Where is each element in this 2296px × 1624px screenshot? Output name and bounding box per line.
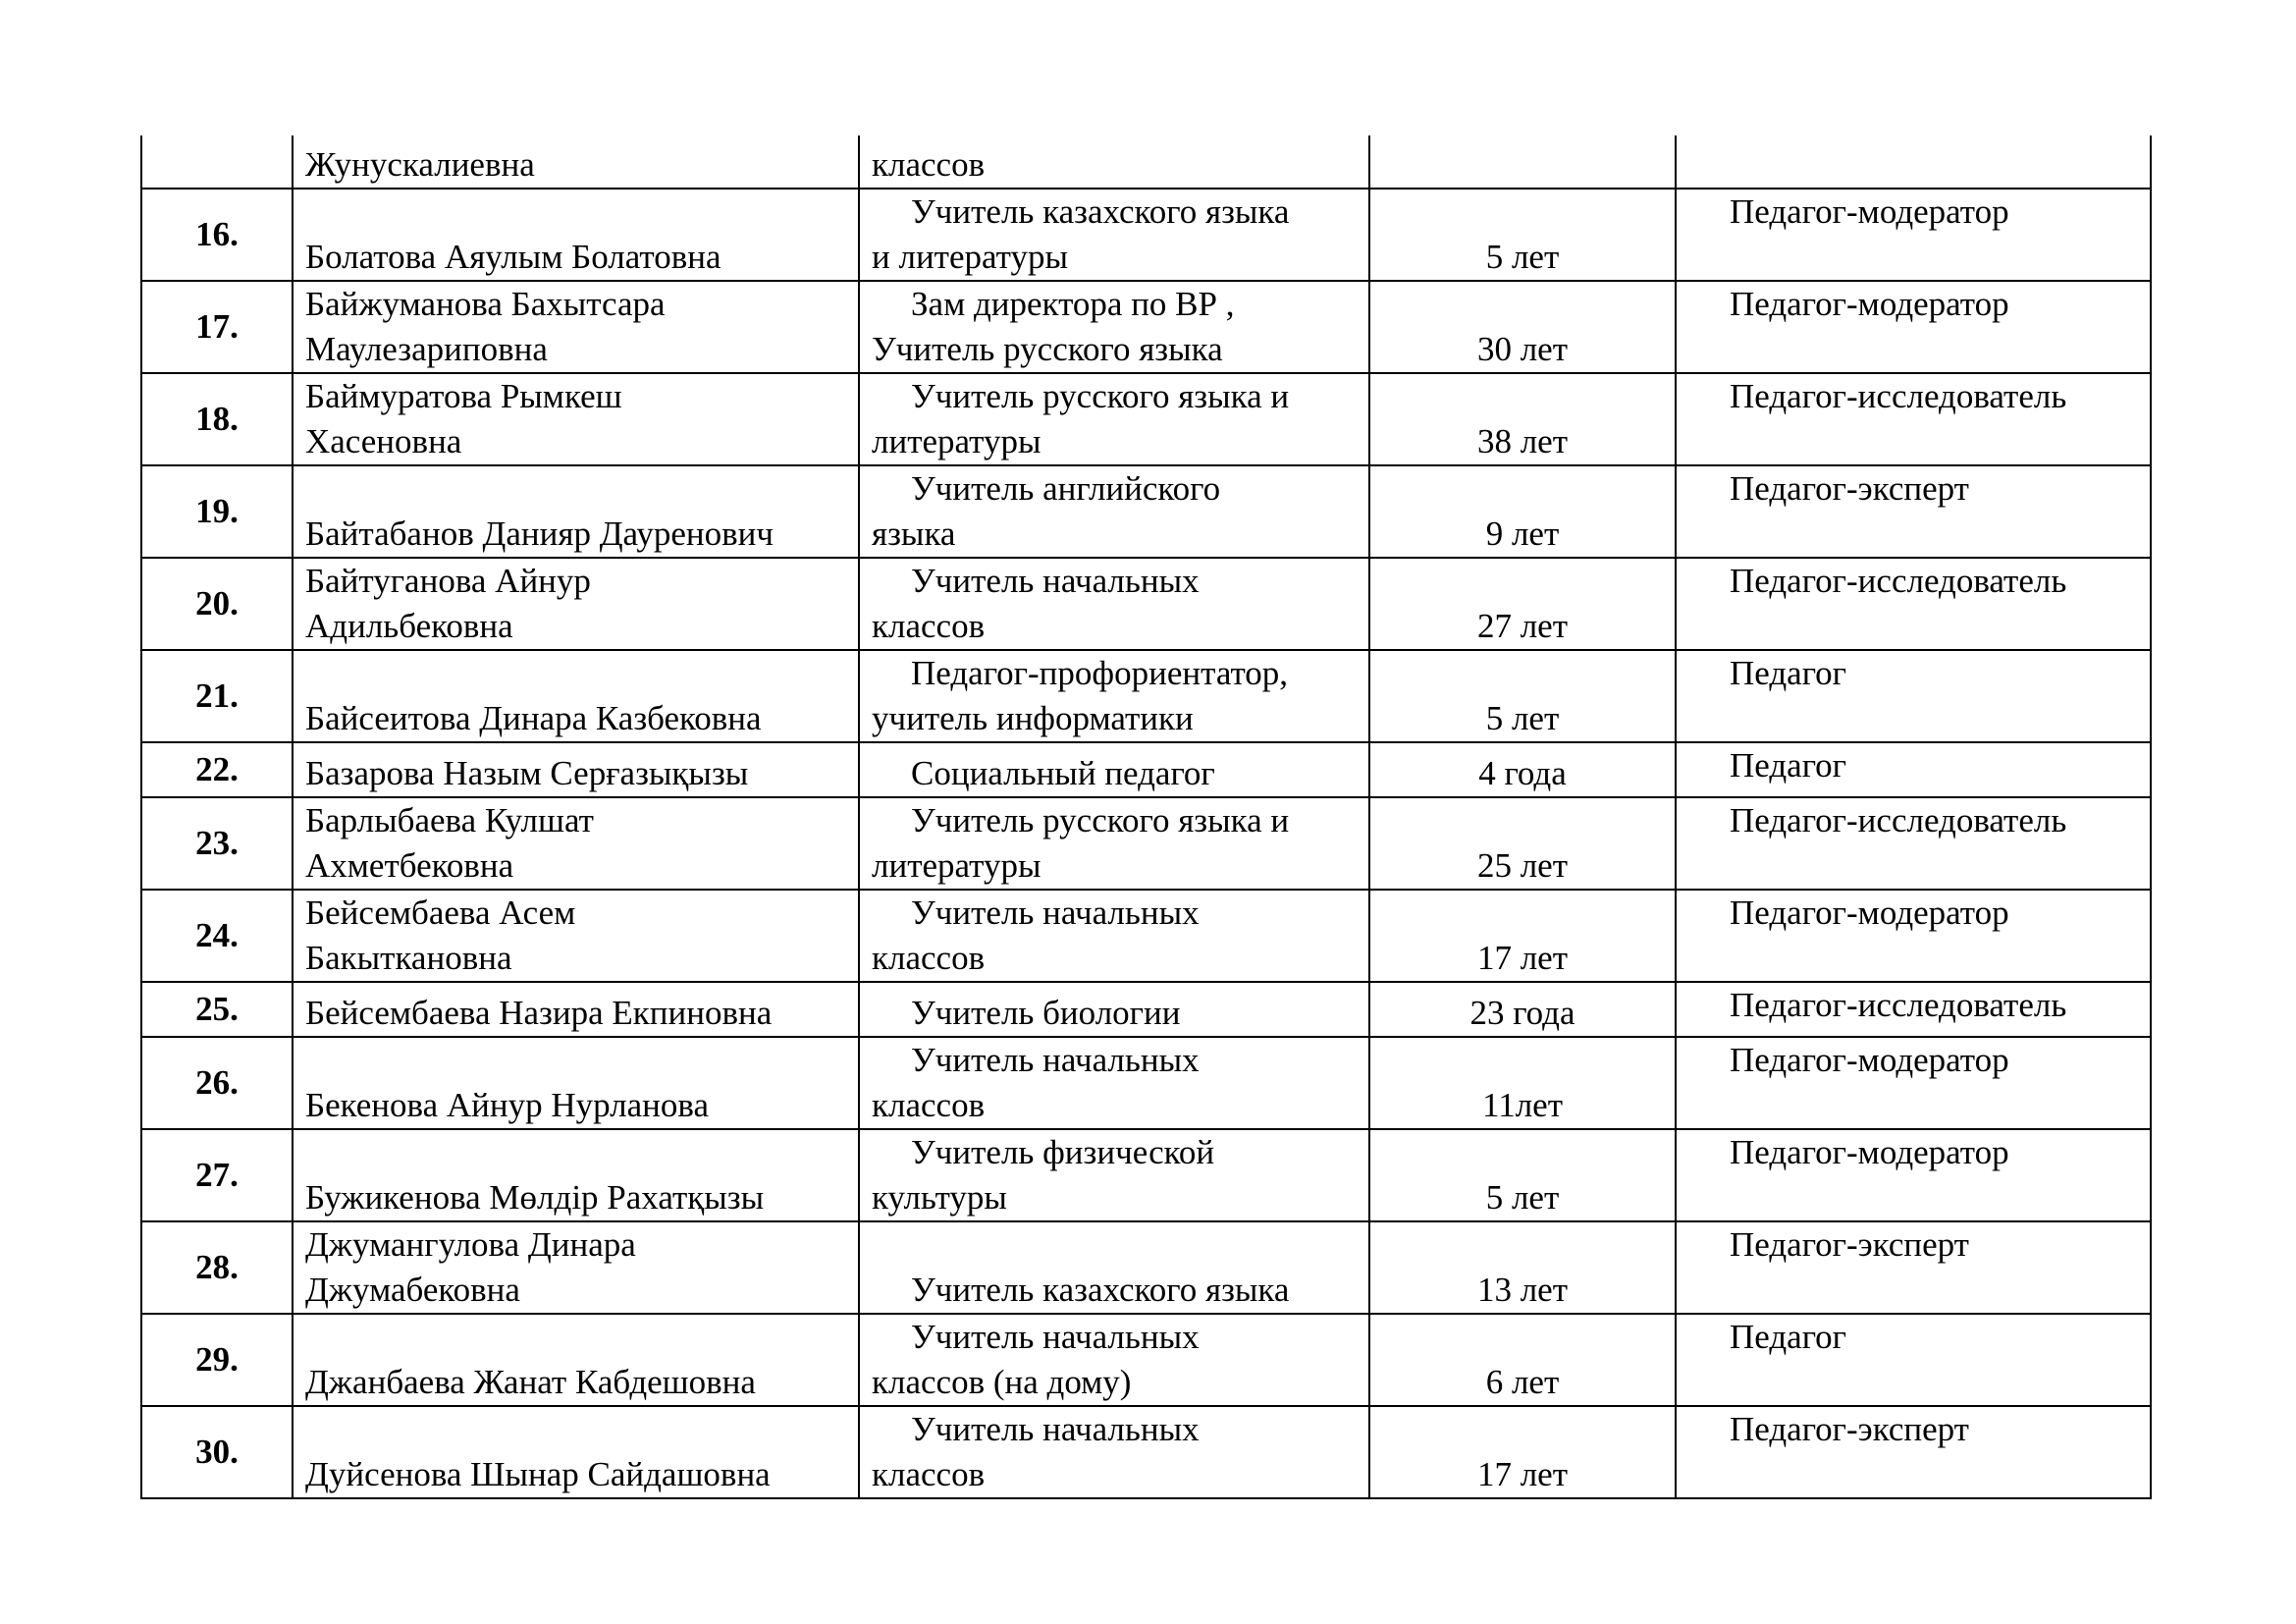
- position-line: Учитель русского языка: [872, 330, 1223, 368]
- experience-cell: [1369, 742, 1676, 797]
- teacher-name-line: Хасеновна: [305, 422, 462, 460]
- teacher-name-cell: [293, 558, 859, 650]
- table-row: [141, 982, 2151, 1037]
- teacher-name-line: [305, 1130, 846, 1175]
- table-row: [141, 281, 2151, 373]
- teacher-name-line: Байсеитова Динара Казбековна: [305, 699, 762, 737]
- experience-years: 30 лет: [1476, 330, 1569, 368]
- position-cell: [859, 558, 1369, 650]
- row-number: 20.: [195, 584, 239, 623]
- teacher-name-cell: [293, 1314, 859, 1406]
- category-cell: [1676, 1406, 2151, 1498]
- row-number: 23.: [195, 824, 239, 862]
- position-line: Учитель начальных: [911, 1041, 1200, 1079]
- position-line: литературы: [872, 422, 1041, 460]
- qualification-category: Педагог-эксперт: [1730, 1225, 1969, 1264]
- row-number: 29.: [195, 1340, 239, 1379]
- teacher-name-line: Байжуманова Бахытсара: [305, 285, 666, 323]
- teacher-name-line: Бейсембаева Назира Екпиновна: [305, 994, 773, 1032]
- position-line: классов (на дому): [872, 1363, 1132, 1401]
- experience-cell: [1369, 1129, 1676, 1221]
- teacher-name-cell: [293, 797, 859, 890]
- position-line: классов: [872, 607, 986, 645]
- position-line: и литературы: [872, 238, 1068, 276]
- table-row: [141, 650, 2151, 742]
- position-cell: [859, 982, 1369, 1037]
- position-line: Учитель начальных: [911, 1318, 1200, 1356]
- teacher-name-line: [305, 1038, 846, 1083]
- teacher-name-line: Дуйсенова Шынар Сайдашовна: [305, 1455, 771, 1493]
- teacher-name-cell: [293, 650, 859, 742]
- position-line: культуры: [872, 1178, 1007, 1217]
- position-line: Учитель русского языка и: [911, 801, 1290, 839]
- experience-years: 5 лет: [1485, 1178, 1560, 1217]
- row-number-cell: [141, 189, 293, 281]
- teacher-name-line: [305, 651, 846, 696]
- experience-cell: [1369, 465, 1676, 558]
- position-line: учитель информатики: [872, 699, 1194, 737]
- row-number-cell: [141, 1314, 293, 1406]
- row-number-cell: [141, 797, 293, 890]
- row-number: 22.: [195, 750, 239, 788]
- row-number: 30.: [195, 1433, 239, 1471]
- position-cell: [859, 373, 1369, 465]
- experience-cell: [1369, 797, 1676, 890]
- table-row: [141, 189, 2151, 281]
- position-line: Учитель русского языка и: [911, 377, 1290, 415]
- row-number: 16.: [195, 215, 239, 253]
- teacher-name-cell: [293, 742, 859, 797]
- category-cell: [1676, 742, 2151, 797]
- qualification-category: Педагог-исследователь: [1730, 377, 2067, 415]
- qualification-category: Педагог-модератор: [1730, 893, 2009, 932]
- row-number-cell: [141, 1037, 293, 1129]
- row-number-cell: [141, 1406, 293, 1498]
- category-cell: [1676, 797, 2151, 890]
- experience-years: 11лет: [1482, 1086, 1563, 1124]
- category-cell: [1676, 1129, 2151, 1221]
- position-line: Учитель начальных: [911, 562, 1200, 600]
- experience-years: 17 лет: [1476, 939, 1569, 977]
- qualification-category: Педагог-эксперт: [1730, 469, 1969, 508]
- qualification-category: Педагог-модератор: [1730, 1041, 2009, 1079]
- teacher-name-line: Баймуратова Рымкеш: [305, 377, 622, 415]
- experience-years: 17 лет: [1476, 1455, 1569, 1493]
- teacher-name-line: Джумабековна: [305, 1271, 520, 1309]
- row-number-cell: [141, 742, 293, 797]
- position-cell: [859, 281, 1369, 373]
- table-row: [141, 1037, 2151, 1129]
- teacher-name-line: Бужикенова Мөлдір Рахатқызы: [305, 1178, 765, 1217]
- table-row-continued: [141, 135, 2151, 189]
- teacher-name-cell: [293, 281, 859, 373]
- category-cell: [1676, 189, 2151, 281]
- qualification-category: Педагог-исследователь: [1730, 801, 2067, 839]
- category-cell: [1676, 558, 2151, 650]
- position-line: Зам директора по ВР ,: [911, 285, 1235, 323]
- teacher-name-line: Бакыткановна: [305, 939, 512, 977]
- experience-cell: [1369, 890, 1676, 982]
- table-row: [141, 1221, 2151, 1314]
- experience-years: 23 года: [1469, 994, 1575, 1032]
- row-number-cell: [141, 465, 293, 558]
- category-cell: [1676, 281, 2151, 373]
- row-number: 17.: [195, 307, 239, 346]
- teacher-name-line: Базарова Назым Серғазықызы: [305, 754, 749, 792]
- teacher-name-cell: [293, 465, 859, 558]
- table-row: [141, 1129, 2151, 1221]
- table-row: [141, 797, 2151, 890]
- experience-cell: [1369, 982, 1676, 1037]
- teacher-name-line: Ахметбековна: [305, 846, 514, 885]
- position-cell: [859, 1037, 1369, 1129]
- position-line: классов: [872, 1455, 986, 1493]
- position-cell: [859, 135, 1369, 189]
- row-number-cell: [141, 890, 293, 982]
- position-cell: [859, 189, 1369, 281]
- position-line: Учитель английского: [911, 469, 1221, 508]
- experience-years: 5 лет: [1485, 238, 1560, 276]
- category-cell: [1676, 982, 2151, 1037]
- row-number: 26.: [195, 1063, 239, 1102]
- teacher-name-cell: [293, 1406, 859, 1498]
- experience-cell: [1369, 650, 1676, 742]
- experience-cell: [1369, 1221, 1676, 1314]
- teacher-name-line: Бекенова Айнур Нурланова: [305, 1086, 710, 1124]
- teacher-name-line: [305, 1315, 846, 1360]
- table-row: [141, 890, 2151, 982]
- position-cell: [859, 742, 1369, 797]
- position-cell: [859, 465, 1369, 558]
- row-number-cell: [141, 1221, 293, 1314]
- table-row: [141, 1406, 2151, 1498]
- teacher-name-cell: [293, 982, 859, 1037]
- experience-cell: [1369, 135, 1676, 189]
- experience-cell: [1369, 1314, 1676, 1406]
- position-cell: [859, 890, 1369, 982]
- position-cell: [859, 1129, 1369, 1221]
- qualification-category: Педагог-модератор: [1730, 285, 2009, 323]
- position-line: языка: [872, 514, 956, 553]
- experience-cell: [1369, 373, 1676, 465]
- experience-years: 5 лет: [1485, 699, 1560, 737]
- position-line: [872, 1222, 1357, 1268]
- qualification-category: Педагог-модератор: [1730, 1133, 2009, 1171]
- experience-cell: [1369, 558, 1676, 650]
- row-number: 18.: [195, 400, 239, 438]
- experience-cell: [1369, 281, 1676, 373]
- category-cell: [1676, 890, 2151, 982]
- teacher-name-cell: [293, 189, 859, 281]
- position-cell: [859, 650, 1369, 742]
- position-line: Учитель начальных: [911, 1410, 1200, 1448]
- position-cell: [859, 1314, 1369, 1406]
- position-line: Учитель казахского языка: [911, 192, 1290, 231]
- category-cell: [1676, 650, 2151, 742]
- category-cell: [1676, 1037, 2151, 1129]
- teacher-name-line: [305, 189, 846, 235]
- teacher-name-line: Джумангулова Динара: [305, 1225, 636, 1264]
- table-row: [141, 558, 2151, 650]
- experience-years: 13 лет: [1476, 1271, 1569, 1309]
- teacher-name-cell: [293, 373, 859, 465]
- teacher-name-line: Маулезариповна: [305, 330, 548, 368]
- teacher-name-cell: [293, 890, 859, 982]
- qualification-category: Педагог: [1730, 1318, 1847, 1356]
- row-number: 24.: [195, 916, 239, 954]
- row-number-cell: [141, 558, 293, 650]
- category-cell: [1676, 1314, 2151, 1406]
- staff-table-body: [141, 135, 2151, 1498]
- position-line: классов: [872, 939, 986, 977]
- position-line: Учитель казахского языка: [911, 1271, 1290, 1309]
- position-line: Учитель биологии: [911, 994, 1181, 1032]
- teacher-name-cell: [293, 1221, 859, 1314]
- staff-table: [140, 135, 2152, 1499]
- teacher-name-line: Байтабанов Данияр Дауренович: [305, 514, 774, 553]
- teacher-name-line: Адильбековна: [305, 607, 513, 645]
- qualification-category: Педагог: [1730, 654, 1847, 692]
- category-cell: [1676, 465, 2151, 558]
- experience-years: 27 лет: [1476, 607, 1569, 645]
- experience-cell: [1369, 1037, 1676, 1129]
- table-row: [141, 465, 2151, 558]
- teacher-name-cell: [293, 1037, 859, 1129]
- experience-years: 25 лет: [1476, 846, 1569, 885]
- teacher-name-line: Байтуганова Айнур: [305, 562, 591, 600]
- experience-years: 6 лет: [1485, 1363, 1560, 1401]
- experience-years: 4 года: [1478, 754, 1567, 792]
- teacher-name-line: [305, 466, 846, 512]
- teacher-name-line: Жунускалиевна: [305, 145, 535, 184]
- position-line: Педагог-профориентатор,: [911, 654, 1289, 692]
- row-number-cell: [141, 281, 293, 373]
- experience-cell: [1369, 1406, 1676, 1498]
- category-cell: [1676, 135, 2151, 189]
- teacher-name-line: Бейсембаева Асем: [305, 893, 576, 932]
- teacher-name-cell: [293, 1129, 859, 1221]
- position-cell: [859, 1406, 1369, 1498]
- qualification-category: Педагог-эксперт: [1730, 1410, 1969, 1448]
- row-number-cell: [141, 650, 293, 742]
- row-number: 27.: [195, 1156, 239, 1194]
- row-number: 28.: [195, 1248, 239, 1286]
- teacher-name-line: Джанбаева Жанат Кабдешовна: [305, 1363, 756, 1401]
- row-number-cell: [141, 1129, 293, 1221]
- position-line: классов: [872, 1086, 986, 1124]
- experience-years: 38 лет: [1476, 422, 1569, 460]
- position-line: классов: [872, 145, 986, 184]
- position-line: литературы: [872, 846, 1041, 885]
- table-row: [141, 742, 2151, 797]
- table-row: [141, 373, 2151, 465]
- qualification-category: Педагог-исследователь: [1730, 562, 2067, 600]
- experience-years: 9 лет: [1485, 514, 1560, 553]
- qualification-category: Педагог-модератор: [1730, 192, 2009, 231]
- row-number: 25.: [195, 990, 239, 1028]
- position-cell: [859, 797, 1369, 890]
- teacher-name-line: Барлыбаева Кулшат: [305, 801, 594, 839]
- row-number-cell: [141, 135, 293, 189]
- teacher-name-cell: [293, 135, 859, 189]
- experience-cell: [1369, 189, 1676, 281]
- row-number: 21.: [195, 677, 239, 715]
- qualification-category: Педагог-исследователь: [1730, 986, 2067, 1024]
- position-line: Учитель физической: [911, 1133, 1215, 1171]
- position-cell: [859, 1221, 1369, 1314]
- position-line: Учитель начальных: [911, 893, 1200, 932]
- teacher-name-line: [305, 1407, 846, 1452]
- category-cell: [1676, 373, 2151, 465]
- teacher-name-line: Болатова Аяулым Болатовна: [305, 238, 721, 276]
- table-row: [141, 1314, 2151, 1406]
- row-number-cell: [141, 982, 293, 1037]
- category-cell: [1676, 1221, 2151, 1314]
- qualification-category: Педагог: [1730, 746, 1847, 785]
- position-line: Социальный педагог: [911, 754, 1215, 792]
- row-number: 19.: [195, 492, 239, 530]
- row-number-cell: [141, 373, 293, 465]
